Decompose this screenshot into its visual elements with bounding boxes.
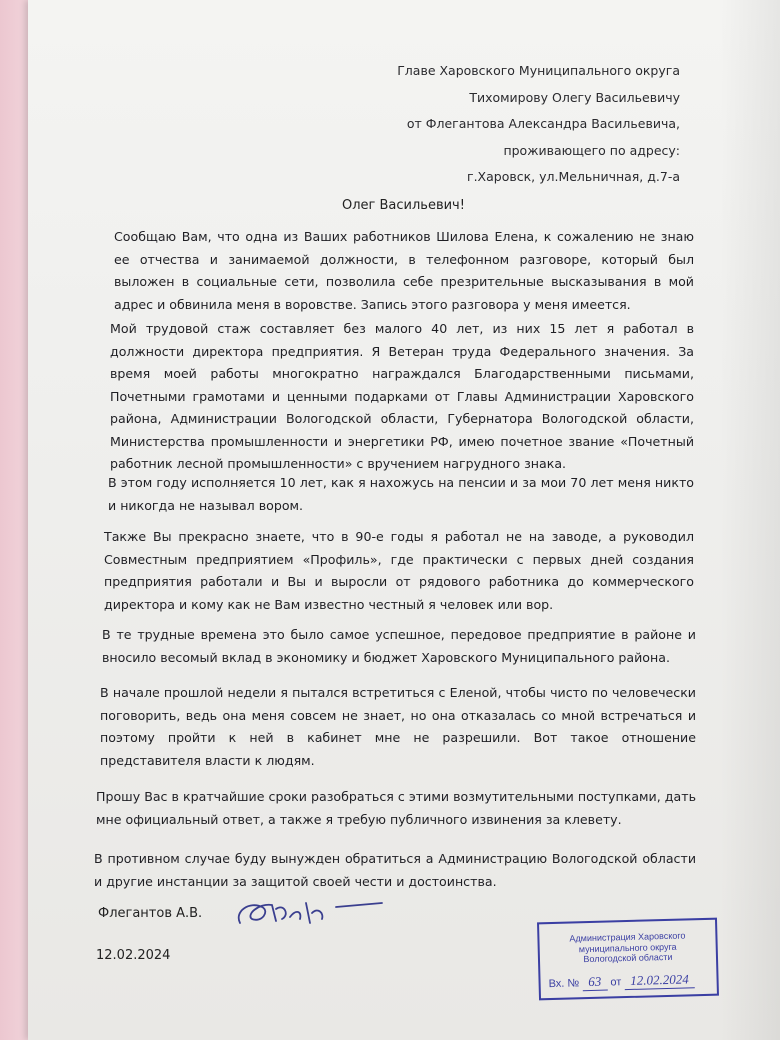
registration-stamp bbox=[537, 918, 719, 1001]
stamp-number-label: Вх. № bbox=[548, 977, 580, 991]
stamp-line: Вологодской области bbox=[583, 951, 673, 965]
paragraph: Сообщаю Вам, что одна из Ваших работников Шилова Елена, к сожалению не знаю ее отчества и занимаемой должности, в телефонном разговоре, который был выложен в социальные сети, позволила себе презрительные высказывания в мой адрес и обвинила меня в воровстве. Запись этого разговора у меня имеется. bbox=[114, 229, 694, 312]
paragraph: В начале прошлой недели я пытался встретиться с Еленой, чтобы чисто по человечески поговорить, ведь она меня совсем не знает, но она отказалась со мной встречаться и поэтому пройти к ней в кабинет мне не разрешили. Вот такое отношение представителя власти к людям. bbox=[100, 685, 696, 768]
sender-line: от Флегантова Александра Васильевича, bbox=[406, 116, 680, 131]
handwritten-signature bbox=[232, 893, 392, 933]
stamp-date-value: 12.02.2024 bbox=[624, 971, 695, 990]
signature-name: Флегантов А.В. bbox=[98, 906, 203, 921]
paragraph: Также Вы прекрасно знаете, что в 90-е годы я работал не на заводе, а руководил Совместным предприятием «Профиль», где практически с первых дней создания предприятия работали и Вы и выросли от рядового работника до коммерческого директора и кому как не Вам известно честный я человек или вор. bbox=[104, 529, 694, 612]
greeting: Олег Васильевич! bbox=[342, 198, 465, 213]
stamp-number-value: 63 bbox=[582, 974, 607, 992]
paragraph: Мой трудовой стаж составляет без малого 40 лет, из них 15 лет я работал в должности директора предприятия. Я Ветеран труда Федерального значения. За время моей работы многократно награждался Благодарственными письмами, Почетными грамотами и ценными подарками от Главы Администрации Харовского района, Администрации Вологодской области, Губернатора Вологодской области, Министерства промышленности и энергетики РФ, имею почетное звание «Почетный работник лесной промышленности» с вручением нагрудного знака. bbox=[110, 321, 694, 471]
letter-date: 12.02.2024 bbox=[96, 948, 171, 963]
stamp-number-row bbox=[548, 971, 695, 992]
addressee-line: Главе Харовского Муниципального округа bbox=[397, 63, 680, 78]
page-shadow bbox=[720, 0, 780, 1040]
addressee-name: Тихомирову Олегу Васильевичу bbox=[469, 89, 680, 105]
paragraph: В противном случае буду вынужден обратиться а Администрацию Вологодской области и другие инстанции за защитой своей чести и достоинства. bbox=[94, 851, 696, 889]
stamp-line: муниципального округа bbox=[578, 941, 677, 955]
stamp-line: Администрация Харовского bbox=[569, 930, 686, 944]
paragraph: В этом году исполняется 10 лет, как я нахожусь на пенсии и за мои 70 лет меня никто и никогда не называл вором. bbox=[108, 475, 694, 513]
address-line: г.Харовск, ул.Мельничная, д.7-а bbox=[467, 169, 680, 184]
addressee-block bbox=[397, 58, 680, 191]
residence-line: проживающего по адресу: bbox=[503, 142, 680, 158]
paragraph: Прошу Вас в кратчайшие сроки разобраться с этими возмутительными поступками, дать мне официальный ответ, а также я требую публичного извинения за клевету. bbox=[96, 789, 696, 827]
letter-page bbox=[28, 0, 780, 1040]
stamp-date-label: от bbox=[610, 976, 622, 989]
paragraph: В те трудные времена это было самое успешное, передовое предприятие в районе и вносило весомый вклад в экономику и бюджет Харовского Муниципального района. bbox=[102, 627, 696, 665]
